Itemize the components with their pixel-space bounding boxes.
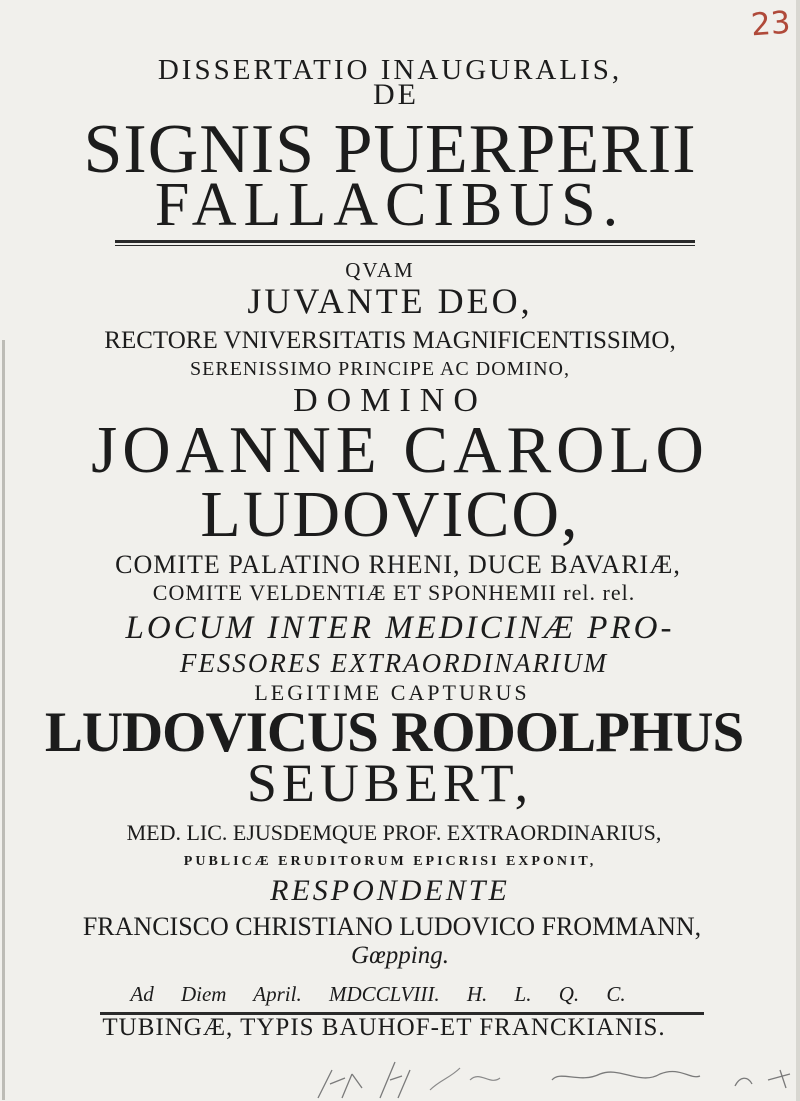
juvante-line: JUVANTE DEO, xyxy=(247,281,533,321)
handwritten-signature xyxy=(0,1040,800,1101)
comite-veldentiae-line: COMITE VELDENTIÆ ET SPONHEMII rel. rel. xyxy=(152,580,636,605)
date-line: Ad Diem April. MDCCLVIII. H. L. Q. C. xyxy=(130,982,626,1006)
imprint-line: TUBINGÆ, TYPIS BAUHOF-ET FRANCKIANIS. xyxy=(102,1014,666,1041)
page-number: 23 xyxy=(749,4,792,44)
med-lic-line: MED. LIC. EJUSDEMQUE PROF. EXTRAORDINARIUS, xyxy=(126,820,662,845)
publicae-line: PUBLICÆ ERUDITORUM EPICRISI EXPONIT, xyxy=(183,854,597,869)
comite-palatino-line: COMITE PALATINO RHENI, DUCE BAVARIÆ, xyxy=(115,550,681,579)
legitime-line: LEGITIME CAPTURUS xyxy=(254,680,530,705)
author-name: LUDOVICUS RODOLPHUS xyxy=(44,701,744,764)
main-title: SIGNIS PUERPERII xyxy=(83,111,697,188)
respondent-origin: Gœpping. xyxy=(351,942,449,969)
respondente-line: RESPONDENTE xyxy=(270,874,510,907)
de-line: DE xyxy=(373,78,419,111)
qvam-line: QVAM xyxy=(345,258,415,282)
serenissimo-line: SERENISSIMO PRINCIPE AC DOMINO, xyxy=(190,358,570,380)
rectore-line: RECTORE VNIVERSITATIS MAGNIFICENTISSIMO, xyxy=(104,327,676,354)
title-rule-thin xyxy=(115,245,695,246)
respondent-name: FRANCISCO CHRISTIANO LUDOVICO FROMMANN, xyxy=(82,912,702,941)
author-surname: SEUBERT, xyxy=(246,753,534,813)
title-rule xyxy=(115,240,695,243)
locum-line: LOCUM INTER MEDICINÆ PRO- xyxy=(125,610,675,646)
joanne-carolo-line: JOANNE CAROLO xyxy=(91,413,709,487)
domino-line: DOMINO xyxy=(293,382,487,419)
ludovico-line: LUDOVICO, xyxy=(200,478,580,551)
dissertatio-line: DISSERTATIO INAUGURALIS, xyxy=(157,54,623,86)
main-title-second-line: FALLACIBUS. xyxy=(154,171,626,239)
fessores-line: FESSORES EXTRAORDINARIUM xyxy=(179,648,609,678)
